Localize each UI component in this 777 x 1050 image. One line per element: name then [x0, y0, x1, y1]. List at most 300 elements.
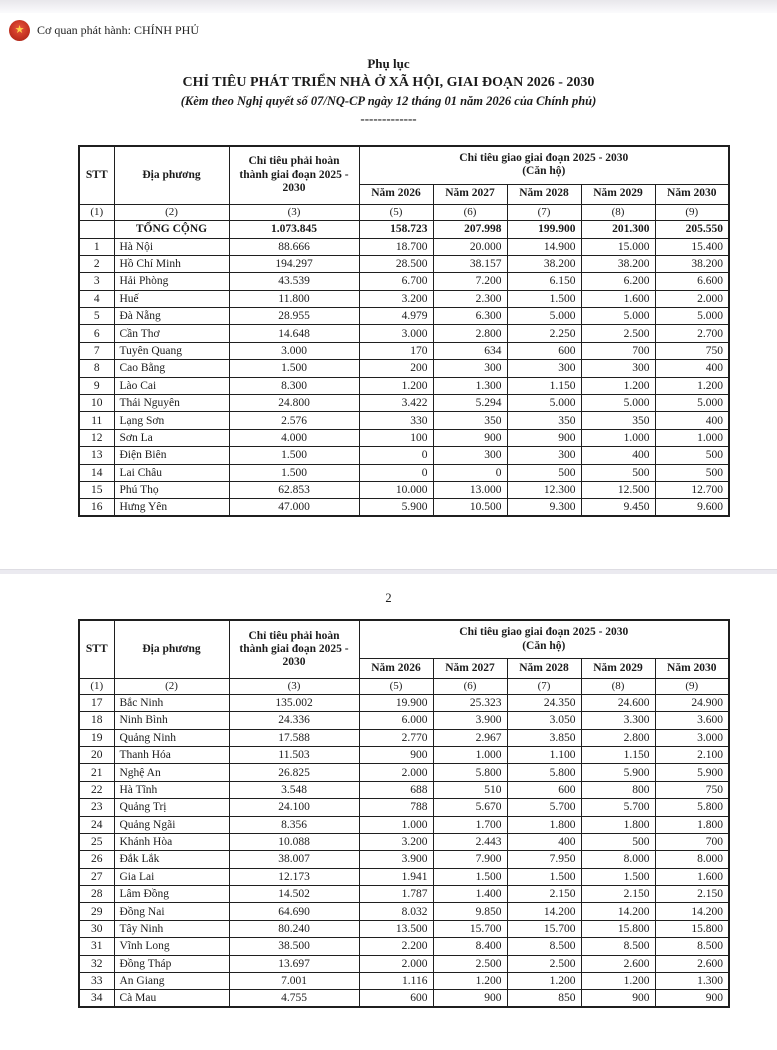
- row-y2026: 28.500: [359, 255, 433, 272]
- row-y2030: 750: [655, 342, 729, 359]
- row-y2028: 1.800: [507, 816, 581, 833]
- row-y2026: 3.200: [359, 833, 433, 850]
- row-y2030: 900: [655, 990, 729, 1007]
- row-y2027: 1.500: [433, 868, 507, 885]
- row-region: Hà Nội: [114, 238, 229, 255]
- row-y2028: 300: [507, 360, 581, 377]
- col-number: (6): [433, 678, 507, 694]
- table-row: [79, 429, 729, 446]
- row-stt: 9: [79, 377, 114, 394]
- row-y2026: 8.032: [359, 903, 433, 920]
- table-row: [79, 238, 729, 255]
- row-y2026: 200: [359, 360, 433, 377]
- row-y2026: 170: [359, 342, 433, 359]
- total-row-y2027: 207.998: [433, 220, 507, 238]
- row-y2026: 3.000: [359, 325, 433, 342]
- row-total: 24.800: [229, 395, 359, 412]
- row-y2027: 634: [433, 342, 507, 359]
- row-y2026: 2.200: [359, 938, 433, 955]
- row-region: Cà Mau: [114, 990, 229, 1007]
- row-total: 11.503: [229, 746, 359, 763]
- row-y2029: 15.800: [581, 920, 655, 937]
- row-y2026: 330: [359, 412, 433, 429]
- row-region: Quảng Ngãi: [114, 816, 229, 833]
- col-number: (9): [655, 678, 729, 694]
- row-y2029: 700: [581, 342, 655, 359]
- col-number: (1): [79, 204, 114, 220]
- row-y2030: 38.200: [655, 255, 729, 272]
- table-row: [79, 851, 729, 868]
- col-header-group: [359, 620, 729, 658]
- grand-total-row: [79, 220, 729, 238]
- row-y2028: 900: [507, 429, 581, 446]
- row-region: Khánh Hòa: [114, 833, 229, 850]
- group-header-unit: (Căn hộ): [522, 639, 566, 652]
- table-row: [79, 799, 729, 816]
- row-y2030: 5.000: [655, 395, 729, 412]
- table-row: [79, 447, 729, 464]
- row-total: 64.690: [229, 903, 359, 920]
- col-number: (2): [114, 204, 229, 220]
- total-row-y2028: 199.900: [507, 220, 581, 238]
- row-region: Lai Châu: [114, 464, 229, 481]
- row-y2029: 8.000: [581, 851, 655, 868]
- row-y2027: 5.670: [433, 799, 507, 816]
- row-y2029: 2.800: [581, 729, 655, 746]
- row-y2027: 3.900: [433, 712, 507, 729]
- row-y2029: 9.450: [581, 499, 655, 516]
- row-stt: 20: [79, 746, 114, 763]
- table-row: [79, 694, 729, 711]
- row-stt: 22: [79, 781, 114, 798]
- publisher-label: Cơ quan phát hành: CHÍNH PHỦ: [37, 23, 199, 37]
- row-stt: 24: [79, 816, 114, 833]
- row-stt: 4: [79, 290, 114, 307]
- table-row: [79, 746, 729, 763]
- row-stt: 30: [79, 920, 114, 937]
- col-number: (3): [229, 678, 359, 694]
- row-y2028: 350: [507, 412, 581, 429]
- table-row: [79, 308, 729, 325]
- row-y2027: 5.800: [433, 764, 507, 781]
- row-y2026: 0: [359, 464, 433, 481]
- row-y2029: 300: [581, 360, 655, 377]
- table-row: [79, 781, 729, 798]
- row-y2027: 13.000: [433, 481, 507, 498]
- col-number: (6): [433, 204, 507, 220]
- table-row: [79, 990, 729, 1007]
- table-row: [79, 255, 729, 272]
- row-total: 135.002: [229, 694, 359, 711]
- row-y2028: 14.900: [507, 238, 581, 255]
- table-row: [79, 412, 729, 429]
- row-y2030: 15.400: [655, 238, 729, 255]
- col-header-year-2028: Năm 2028: [507, 658, 581, 678]
- page-break-separator: [0, 569, 777, 574]
- row-stt: 27: [79, 868, 114, 885]
- row-y2028: 1.200: [507, 973, 581, 990]
- row-y2030: 1.000: [655, 429, 729, 446]
- row-stt: 21: [79, 764, 114, 781]
- row-y2026: 6.000: [359, 712, 433, 729]
- row-y2028: 6.150: [507, 273, 581, 290]
- row-y2030: 400: [655, 412, 729, 429]
- row-region: Thái Nguyên: [114, 395, 229, 412]
- row-y2026: 5.900: [359, 499, 433, 516]
- row-y2027: 5.294: [433, 395, 507, 412]
- row-total: 28.955: [229, 308, 359, 325]
- row-y2026: 600: [359, 990, 433, 1007]
- row-region: Gia Lai: [114, 868, 229, 885]
- row-y2030: 14.200: [655, 903, 729, 920]
- row-stt: 34: [79, 990, 114, 1007]
- row-y2028: 8.500: [507, 938, 581, 955]
- row-y2027: 1.000: [433, 746, 507, 763]
- row-y2026: 1.941: [359, 868, 433, 885]
- page-number: 2: [385, 591, 392, 606]
- row-total: 14.648: [229, 325, 359, 342]
- row-y2026: 788: [359, 799, 433, 816]
- row-y2029: 500: [581, 464, 655, 481]
- row-total: 26.825: [229, 764, 359, 781]
- row-stt: 6: [79, 325, 114, 342]
- row-y2030: 5.000: [655, 308, 729, 325]
- row-y2030: 1.600: [655, 868, 729, 885]
- row-region: An Giang: [114, 973, 229, 990]
- row-stt: 23: [79, 799, 114, 816]
- row-y2029: 500: [581, 833, 655, 850]
- row-total: 14.502: [229, 886, 359, 903]
- row-y2030: 500: [655, 447, 729, 464]
- row-total: 7.001: [229, 973, 359, 990]
- col-header-region: Địa phương: [114, 620, 229, 678]
- row-y2026: 0: [359, 447, 433, 464]
- row-region: Bắc Ninh: [114, 694, 229, 711]
- row-region: Phú Thọ: [114, 481, 229, 498]
- row-y2026: 688: [359, 781, 433, 798]
- document-subtitle: (Kèm theo Nghị quyết số 07/NQ-CP ngày 12 tháng 01 năm 2026 của Chính phủ): [180, 94, 597, 109]
- row-y2030: 1.300: [655, 973, 729, 990]
- row-y2030: 1.800: [655, 816, 729, 833]
- table-row: [79, 499, 729, 516]
- table-row: [79, 764, 729, 781]
- row-y2030: 8.000: [655, 851, 729, 868]
- table-row: [79, 325, 729, 342]
- row-stt: 26: [79, 851, 114, 868]
- row-y2026: 18.700: [359, 238, 433, 255]
- row-y2028: 850: [507, 990, 581, 1007]
- total-row-total: 1.073.845: [229, 220, 359, 238]
- row-total: 8.356: [229, 816, 359, 833]
- row-y2028: 38.200: [507, 255, 581, 272]
- row-y2028: 15.700: [507, 920, 581, 937]
- col-header-stt: STT: [79, 146, 114, 204]
- col-header-year-2029: Năm 2029: [581, 658, 655, 678]
- row-stt: 15: [79, 481, 114, 498]
- row-total: 24.100: [229, 799, 359, 816]
- table-row: [79, 290, 729, 307]
- row-y2027: 1.300: [433, 377, 507, 394]
- row-y2027: 300: [433, 447, 507, 464]
- row-region: Tây Ninh: [114, 920, 229, 937]
- col-header-year-2030: Năm 2030: [655, 658, 729, 678]
- row-y2027: 8.400: [433, 938, 507, 955]
- row-y2029: 2.600: [581, 955, 655, 972]
- row-y2030: 2.000: [655, 290, 729, 307]
- row-total: 3.000: [229, 342, 359, 359]
- row-y2030: 5.800: [655, 799, 729, 816]
- total-row-label: TỔNG CỘNG: [114, 220, 229, 238]
- col-number: (8): [581, 678, 655, 694]
- table-row: [79, 920, 729, 937]
- row-region: Lâm Đồng: [114, 886, 229, 903]
- row-y2029: 2.500: [581, 325, 655, 342]
- row-y2026: 1.787: [359, 886, 433, 903]
- row-y2029: 38.200: [581, 255, 655, 272]
- row-y2029: 5.000: [581, 395, 655, 412]
- row-stt: 12: [79, 429, 114, 446]
- row-y2026: 19.900: [359, 694, 433, 711]
- row-stt: 7: [79, 342, 114, 359]
- group-header-line1: Chỉ tiêu giao giai đoạn 2025 - 2030: [459, 626, 629, 639]
- row-region: Lào Cai: [114, 377, 229, 394]
- row-y2028: 2.150: [507, 886, 581, 903]
- row-total: 38.500: [229, 938, 359, 955]
- table-row: [79, 377, 729, 394]
- col-number: (5): [359, 204, 433, 220]
- table-row: [79, 481, 729, 498]
- table-row: [79, 273, 729, 290]
- row-y2027: 6.300: [433, 308, 507, 325]
- row-stt: 14: [79, 464, 114, 481]
- row-y2030: 500: [655, 464, 729, 481]
- row-y2028: 500: [507, 464, 581, 481]
- row-y2028: 5.800: [507, 764, 581, 781]
- vietnam-national-emblem-icon: ★: [9, 20, 30, 41]
- col-number: (7): [507, 678, 581, 694]
- row-y2029: 900: [581, 990, 655, 1007]
- row-region: Đồng Nai: [114, 903, 229, 920]
- row-y2028: 2.250: [507, 325, 581, 342]
- row-region: Ninh Bình: [114, 712, 229, 729]
- document-heading: CHỈ TIÊU PHÁT TRIỂN NHÀ Ở XÃ HỘI, GIAI ĐOẠN 2026 - 2030: [182, 74, 595, 90]
- row-region: Quảng Ninh: [114, 729, 229, 746]
- row-y2027: 9.850: [433, 903, 507, 920]
- row-y2030: 750: [655, 781, 729, 798]
- row-y2029: 1.800: [581, 816, 655, 833]
- table-row: [79, 903, 729, 920]
- row-y2030: 1.200: [655, 377, 729, 394]
- table-row: [79, 464, 729, 481]
- row-y2026: 2.000: [359, 955, 433, 972]
- col-number: (2): [114, 678, 229, 694]
- col-header-stt: STT: [79, 620, 114, 678]
- row-y2027: 300: [433, 360, 507, 377]
- row-region: Điện Biên: [114, 447, 229, 464]
- row-y2030: 2.150: [655, 886, 729, 903]
- row-y2030: 8.500: [655, 938, 729, 955]
- row-stt: 29: [79, 903, 114, 920]
- row-region: Cần Thơ: [114, 325, 229, 342]
- total-row-y2026: 158.723: [359, 220, 433, 238]
- row-y2030: 9.600: [655, 499, 729, 516]
- row-stt: 19: [79, 729, 114, 746]
- col-number: (3): [229, 204, 359, 220]
- row-y2028: 600: [507, 342, 581, 359]
- row-stt: 11: [79, 412, 114, 429]
- row-total: 62.853: [229, 481, 359, 498]
- table-row: [79, 342, 729, 359]
- row-y2028: 1.500: [507, 290, 581, 307]
- row-y2028: 5.000: [507, 395, 581, 412]
- row-region: Hồ Chí Minh: [114, 255, 229, 272]
- table-row: [79, 395, 729, 412]
- row-y2030: 400: [655, 360, 729, 377]
- row-total: 24.336: [229, 712, 359, 729]
- row-y2030: 2.600: [655, 955, 729, 972]
- row-y2027: 0: [433, 464, 507, 481]
- row-total: 88.666: [229, 238, 359, 255]
- row-y2030: 3.000: [655, 729, 729, 746]
- row-y2029: 14.200: [581, 903, 655, 920]
- row-stt: 17: [79, 694, 114, 711]
- row-y2027: 7.200: [433, 273, 507, 290]
- row-y2026: 2.770: [359, 729, 433, 746]
- table-row: [79, 886, 729, 903]
- row-y2028: 400: [507, 833, 581, 850]
- row-y2027: 1.700: [433, 816, 507, 833]
- total-row-y2030: 205.550: [655, 220, 729, 238]
- row-y2029: 1.150: [581, 746, 655, 763]
- row-y2029: 1.500: [581, 868, 655, 885]
- row-y2030: 2.100: [655, 746, 729, 763]
- row-y2026: 13.500: [359, 920, 433, 937]
- row-y2027: 7.900: [433, 851, 507, 868]
- row-y2029: 6.200: [581, 273, 655, 290]
- row-region: Quảng Trị: [114, 799, 229, 816]
- col-number: (1): [79, 678, 114, 694]
- row-y2027: 15.700: [433, 920, 507, 937]
- table-row: [79, 360, 729, 377]
- row-y2027: 2.300: [433, 290, 507, 307]
- row-region: Hưng Yên: [114, 499, 229, 516]
- row-total: 1.500: [229, 447, 359, 464]
- table-row: [79, 816, 729, 833]
- row-y2027: 350: [433, 412, 507, 429]
- row-stt: 13: [79, 447, 114, 464]
- row-y2030: 5.900: [655, 764, 729, 781]
- row-total: 10.088: [229, 833, 359, 850]
- row-y2026: 3.200: [359, 290, 433, 307]
- row-total: 80.240: [229, 920, 359, 937]
- row-y2027: 900: [433, 429, 507, 446]
- row-stt: 32: [79, 955, 114, 972]
- row-y2026: 3.422: [359, 395, 433, 412]
- row-region: Đà Nẵng: [114, 308, 229, 325]
- row-y2027: 25.323: [433, 694, 507, 711]
- table-row: [79, 833, 729, 850]
- row-y2026: 1.116: [359, 973, 433, 990]
- row-y2026: 100: [359, 429, 433, 446]
- row-total: 12.173: [229, 868, 359, 885]
- row-y2028: 12.300: [507, 481, 581, 498]
- targets-table-page2: [78, 619, 730, 1008]
- row-total: 1.500: [229, 464, 359, 481]
- row-y2030: 700: [655, 833, 729, 850]
- targets-table-page1: [78, 145, 730, 517]
- row-total: 17.588: [229, 729, 359, 746]
- row-total: 38.007: [229, 851, 359, 868]
- row-y2029: 1.200: [581, 973, 655, 990]
- row-total: 194.297: [229, 255, 359, 272]
- row-stt: 8: [79, 360, 114, 377]
- row-y2027: 2.443: [433, 833, 507, 850]
- row-y2029: 3.300: [581, 712, 655, 729]
- table-row: [79, 868, 729, 885]
- col-header-year-2026: Năm 2026: [359, 658, 433, 678]
- row-y2026: 1.200: [359, 377, 433, 394]
- publisher-row: [0, 13, 777, 41]
- row-total: 2.576: [229, 412, 359, 429]
- title-divider: -------------: [360, 111, 417, 127]
- col-header-year-2030: Năm 2030: [655, 184, 729, 204]
- row-y2026: 900: [359, 746, 433, 763]
- row-y2028: 1.100: [507, 746, 581, 763]
- row-stt: 28: [79, 886, 114, 903]
- table-row: [79, 973, 729, 990]
- row-y2028: 300: [507, 447, 581, 464]
- col-header-year-2029: Năm 2029: [581, 184, 655, 204]
- row-y2028: 600: [507, 781, 581, 798]
- row-y2027: 10.500: [433, 499, 507, 516]
- col-header-year-2028: Năm 2028: [507, 184, 581, 204]
- row-total: 3.548: [229, 781, 359, 798]
- col-header-total: Chỉ tiêu phải hoàn thành giai đoạn 2025 - 2030: [229, 146, 359, 204]
- row-total: 43.539: [229, 273, 359, 290]
- row-region: Sơn La: [114, 429, 229, 446]
- row-y2026: 3.900: [359, 851, 433, 868]
- row-total: 4.000: [229, 429, 359, 446]
- document-title-block: [0, 56, 777, 125]
- row-total: 11.800: [229, 290, 359, 307]
- row-y2028: 1.500: [507, 868, 581, 885]
- row-total: 13.697: [229, 955, 359, 972]
- col-header-region: Địa phương: [114, 146, 229, 204]
- row-region: Vĩnh Long: [114, 938, 229, 955]
- row-total: 8.300: [229, 377, 359, 394]
- row-y2029: 1.200: [581, 377, 655, 394]
- row-y2026: 6.700: [359, 273, 433, 290]
- row-y2027: 2.800: [433, 325, 507, 342]
- row-y2029: 400: [581, 447, 655, 464]
- row-region: Cao Bằng: [114, 360, 229, 377]
- col-header-year-2027: Năm 2027: [433, 184, 507, 204]
- col-header-total: Chỉ tiêu phải hoàn thành giai đoạn 2025 - 2030: [229, 620, 359, 678]
- row-y2027: 2.967: [433, 729, 507, 746]
- row-y2027: 510: [433, 781, 507, 798]
- row-y2028: 5.700: [507, 799, 581, 816]
- row-region: Đồng Tháp: [114, 955, 229, 972]
- col-number: (7): [507, 204, 581, 220]
- row-y2028: 2.500: [507, 955, 581, 972]
- col-header-year-2027: Năm 2027: [433, 658, 507, 678]
- row-y2030: 24.900: [655, 694, 729, 711]
- row-y2029: 1.000: [581, 429, 655, 446]
- row-stt: 25: [79, 833, 114, 850]
- table-row: [79, 712, 729, 729]
- row-y2029: 800: [581, 781, 655, 798]
- row-region: Thanh Hóa: [114, 746, 229, 763]
